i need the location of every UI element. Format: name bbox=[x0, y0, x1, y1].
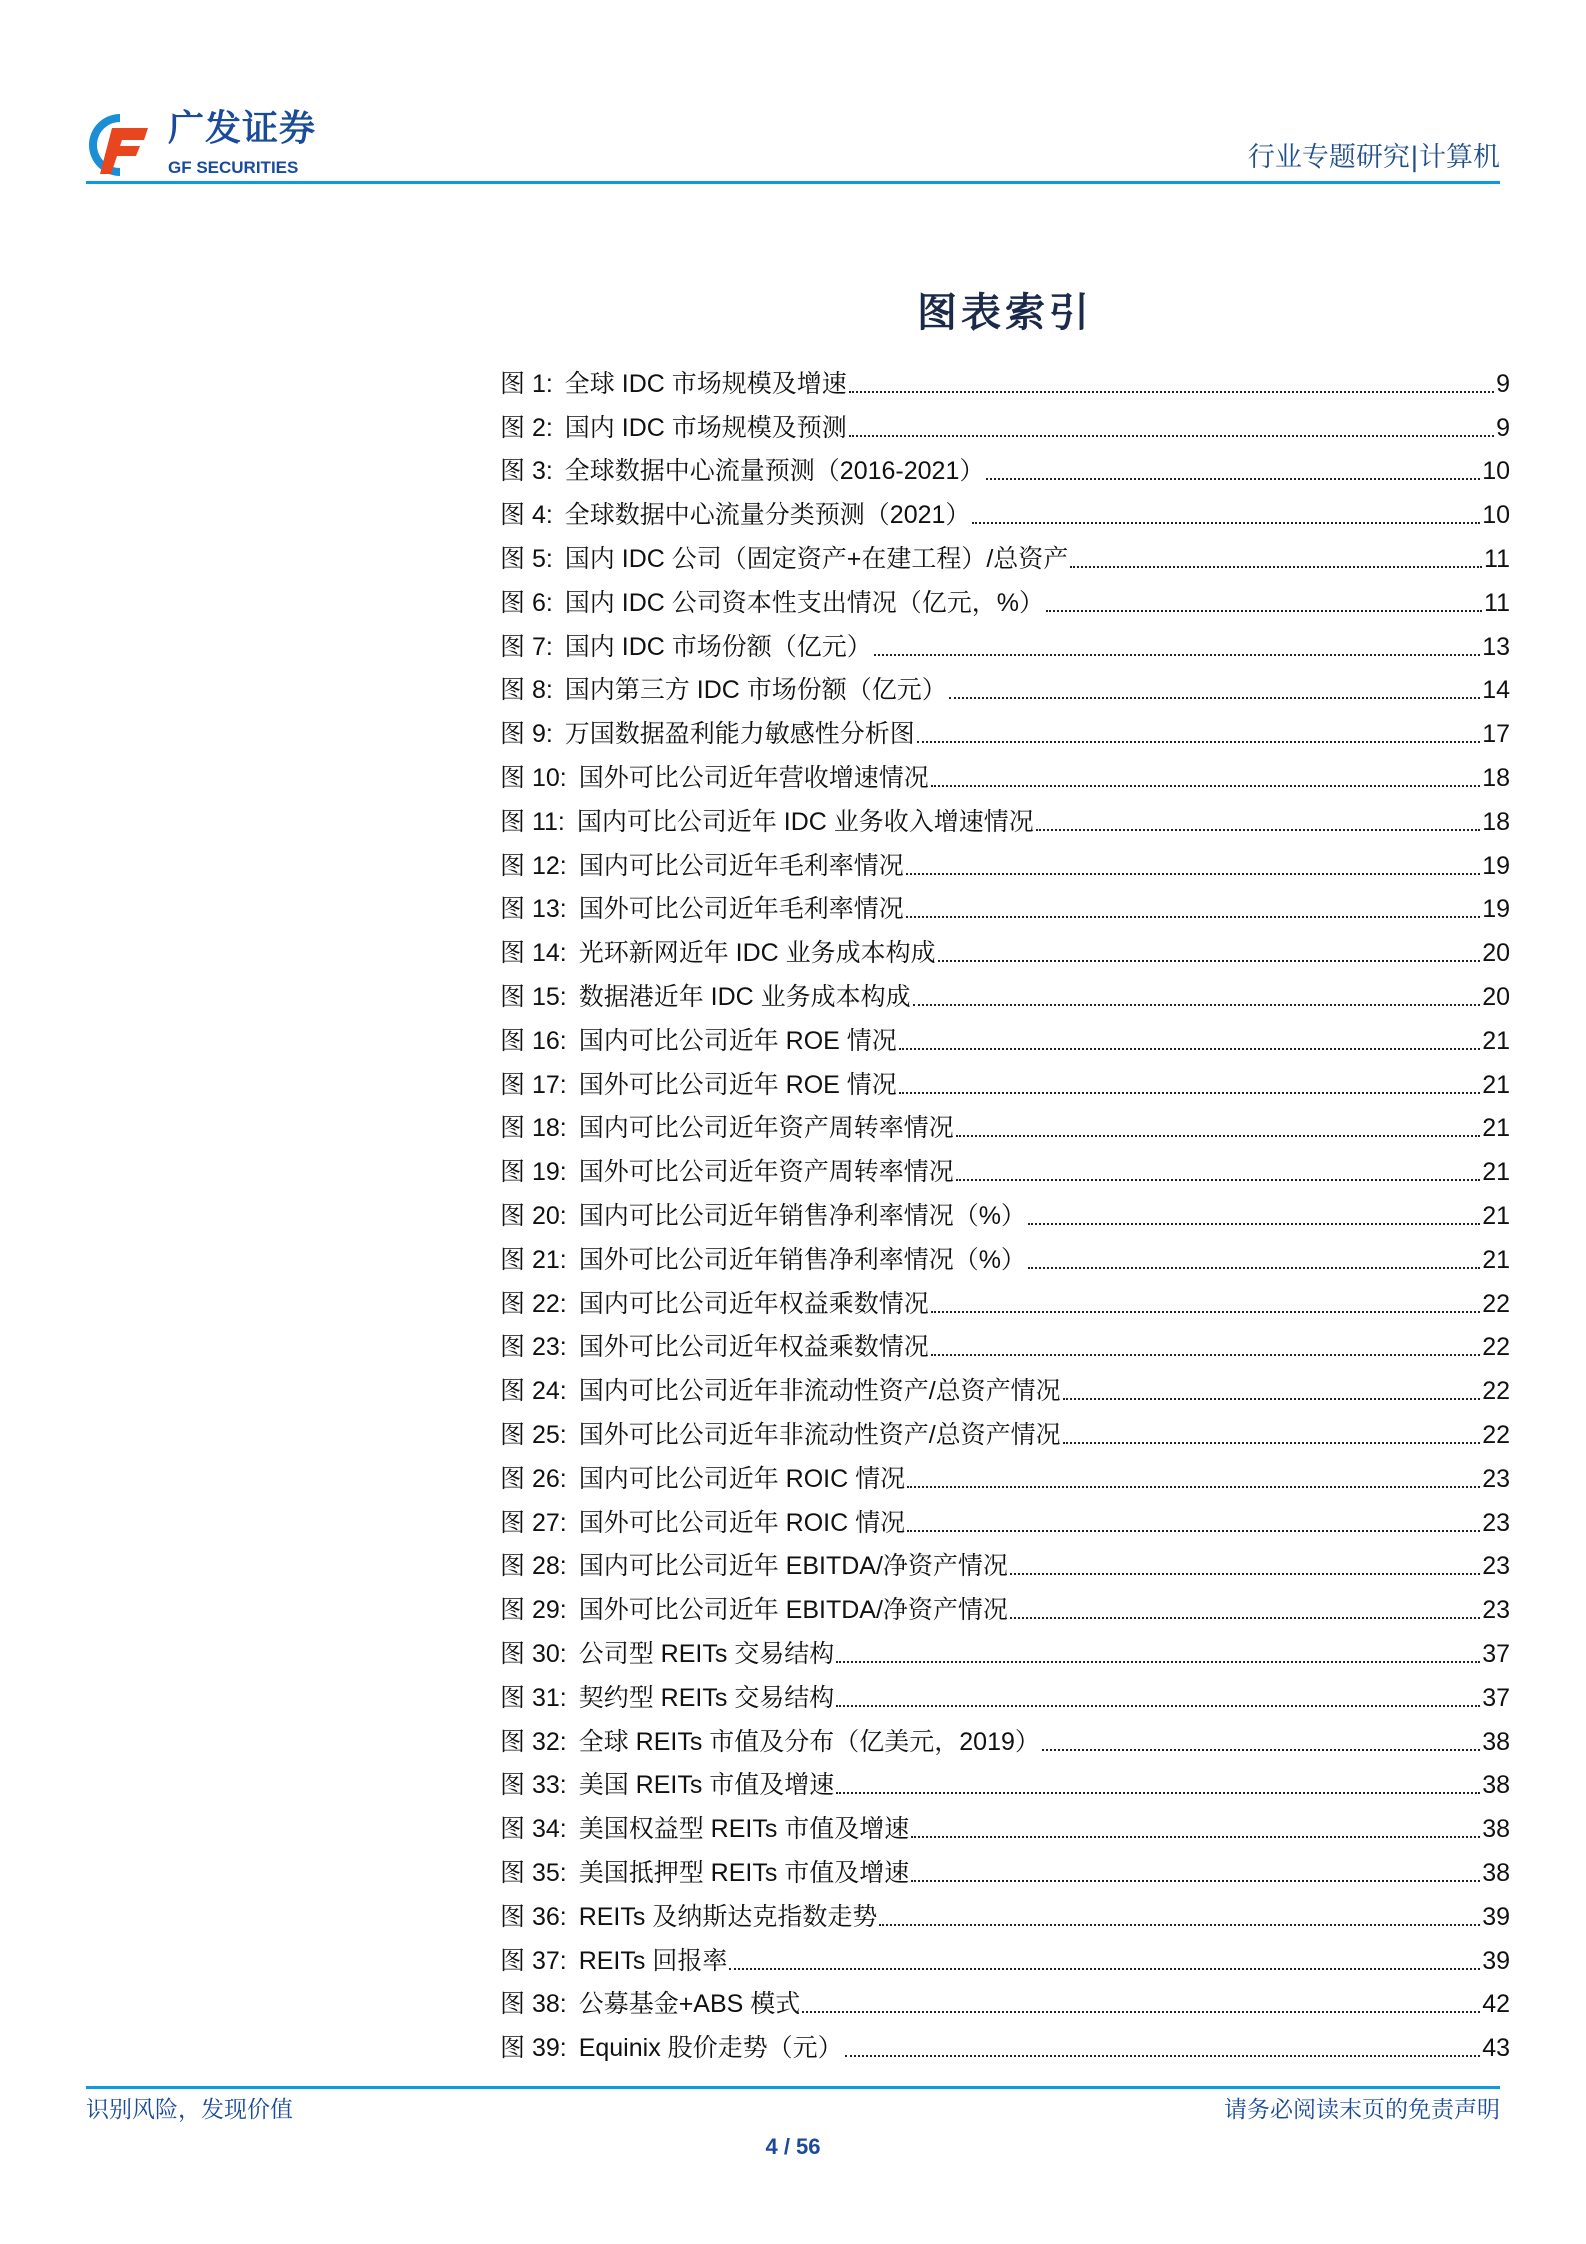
footer-disclaimer-link[interactable]: 请务必阅读末页的免责声明 bbox=[1224, 2097, 1500, 2123]
company-logo bbox=[86, 108, 366, 184]
dot-leader bbox=[911, 1880, 1480, 1882]
toc-entry[interactable] bbox=[500, 406, 1510, 450]
figure-number: 图 9: bbox=[500, 720, 553, 749]
figure-title: 国内 IDC 市场规模及预测 bbox=[564, 413, 847, 442]
figure-number: 图 39: bbox=[500, 2034, 567, 2063]
figure-title: 国内 IDC 公司（固定资产+在建工程）/总资产 bbox=[564, 545, 1069, 574]
page-ref: 9 bbox=[1496, 369, 1510, 398]
page-ref: 38 bbox=[1482, 1727, 1510, 1756]
dot-leader bbox=[729, 1968, 1480, 1970]
toc-entry[interactable] bbox=[500, 625, 1510, 669]
dot-leader bbox=[907, 1486, 1480, 1488]
page-ref: 42 bbox=[1482, 1990, 1510, 2019]
toc-entry[interactable] bbox=[500, 1720, 1510, 1764]
dot-leader bbox=[938, 960, 1481, 962]
page-title: 图表索引 bbox=[917, 289, 1093, 336]
figure-number: 图 36: bbox=[500, 1902, 567, 1931]
figure-title: 国外可比公司近年权益乘数情况 bbox=[578, 1333, 929, 1362]
figure-title: 国外可比公司近年非流动性资产/总资产情况 bbox=[578, 1421, 1061, 1450]
dot-leader bbox=[956, 1135, 1480, 1137]
header-divider bbox=[86, 181, 1500, 184]
gf-logo-icon bbox=[86, 110, 154, 180]
dot-leader bbox=[986, 478, 1480, 480]
toc-entry[interactable] bbox=[500, 931, 1510, 975]
figure-title: 全球 IDC 市场规模及增速 bbox=[564, 369, 847, 398]
figure-number: 图 5: bbox=[500, 545, 553, 574]
page-ref: 22 bbox=[1482, 1333, 1510, 1362]
toc-entry[interactable] bbox=[500, 800, 1510, 844]
figure-title: 数据港近年 IDC 业务成本构成 bbox=[578, 983, 911, 1012]
page-ref: 10 bbox=[1482, 457, 1510, 486]
toc-entry[interactable] bbox=[500, 581, 1510, 625]
figure-number: 图 6: bbox=[500, 588, 553, 617]
page-ref: 37 bbox=[1482, 1640, 1510, 1668]
toc-entry[interactable] bbox=[500, 1063, 1510, 1107]
toc-entry[interactable] bbox=[500, 1019, 1510, 1063]
figure-number: 图 13: bbox=[500, 895, 567, 924]
figure-number: 图 19: bbox=[500, 1158, 567, 1187]
figure-number: 图 31: bbox=[500, 1683, 567, 1712]
figure-number: 图 21: bbox=[500, 1245, 567, 1274]
figure-number: 图 11: bbox=[500, 807, 565, 836]
toc-entry[interactable] bbox=[500, 1632, 1510, 1676]
figure-title: 国内可比公司近年非流动性资产/总资产情况 bbox=[578, 1377, 1061, 1406]
figure-title: 公司型 REITs 交易结构 bbox=[578, 1640, 835, 1668]
page-ref: 21 bbox=[1482, 1245, 1510, 1274]
figure-number: 图 14: bbox=[500, 939, 567, 968]
figure-number: 图 2: bbox=[500, 413, 553, 442]
page-ref: 10 bbox=[1482, 501, 1510, 530]
figure-title: 美国权益型 REITs 市值及增速 bbox=[578, 1815, 910, 1844]
figure-title: 国内可比公司近年权益乘数情况 bbox=[578, 1289, 929, 1318]
toc-entry[interactable] bbox=[500, 1588, 1510, 1632]
dot-leader bbox=[1063, 1398, 1481, 1400]
figure-number: 图 38: bbox=[500, 1990, 567, 2019]
dot-leader bbox=[1046, 610, 1482, 612]
dot-leader bbox=[956, 1179, 1480, 1181]
page-ref: 9 bbox=[1496, 413, 1510, 442]
page-ref: 11 bbox=[1484, 545, 1510, 574]
toc-entry[interactable] bbox=[500, 493, 1510, 537]
figure-number: 图 35: bbox=[500, 1858, 567, 1887]
dot-leader bbox=[849, 391, 1494, 393]
page-ref: 22 bbox=[1482, 1377, 1510, 1406]
toc-entry[interactable] bbox=[500, 1501, 1510, 1545]
page-ref: 21 bbox=[1482, 1202, 1510, 1231]
figure-number: 图 12: bbox=[500, 851, 567, 880]
page-ref: 37 bbox=[1482, 1683, 1510, 1712]
figure-title: 国外可比公司近年 ROIC 情况 bbox=[578, 1508, 906, 1537]
toc-entry[interactable] bbox=[500, 1982, 1510, 2026]
figure-number: 图 17: bbox=[500, 1070, 567, 1099]
toc-entry[interactable] bbox=[500, 362, 1510, 406]
figure-number: 图 8: bbox=[500, 676, 553, 705]
toc-entry[interactable] bbox=[500, 1282, 1510, 1326]
dot-leader bbox=[836, 1661, 1480, 1663]
dot-leader bbox=[917, 741, 1480, 743]
dot-leader bbox=[1028, 1267, 1480, 1269]
page-ref: 21 bbox=[1482, 1026, 1510, 1055]
page-ref: 21 bbox=[1482, 1070, 1510, 1099]
figure-title: REITs 及纳斯达克指数走势 bbox=[578, 1902, 878, 1931]
toc-entry[interactable] bbox=[500, 1107, 1510, 1151]
figure-number: 图 32: bbox=[500, 1727, 567, 1756]
figure-number: 图 4: bbox=[500, 501, 553, 530]
page-ref: 38 bbox=[1482, 1858, 1510, 1887]
report-category: 行业专题研究|计算机 bbox=[1247, 142, 1500, 173]
page-ref: 20 bbox=[1482, 983, 1510, 1012]
footer-slogan: 识别风险，发现价值 bbox=[86, 2097, 293, 2123]
figure-title: 美国 REITs 市值及增速 bbox=[578, 1771, 835, 1800]
toc-entry[interactable] bbox=[500, 1369, 1510, 1413]
figure-title: 国外可比公司近年毛利率情况 bbox=[578, 895, 904, 924]
toc-entry[interactable] bbox=[500, 537, 1510, 581]
page-ref: 21 bbox=[1482, 1158, 1510, 1187]
toc-entry[interactable] bbox=[500, 1764, 1510, 1808]
figure-title: 国外可比公司近年销售净利率情况（%） bbox=[578, 1245, 1026, 1274]
figure-title: Equinix 股价走势（元） bbox=[578, 2034, 843, 2063]
dot-leader bbox=[1010, 1617, 1480, 1619]
dot-leader bbox=[931, 785, 1480, 787]
toc-entry[interactable] bbox=[500, 975, 1510, 1019]
page-number: 4 / 56 bbox=[765, 2134, 821, 2159]
figure-title: 国外可比公司近年 EBITDA/净资产情况 bbox=[578, 1596, 1008, 1625]
dot-leader bbox=[836, 1705, 1480, 1707]
page-ref: 23 bbox=[1482, 1508, 1510, 1537]
figure-title: 国内第三方 IDC 市场份额（亿元） bbox=[564, 676, 947, 705]
figure-title: REITs 回报率 bbox=[578, 1946, 728, 1975]
dot-leader bbox=[899, 1092, 1480, 1094]
toc-entry[interactable] bbox=[500, 1545, 1510, 1589]
figure-number: 图 20: bbox=[500, 1202, 567, 1231]
toc-entry[interactable] bbox=[500, 1457, 1510, 1501]
toc-entry[interactable] bbox=[500, 1238, 1510, 1282]
figure-number: 图 33: bbox=[500, 1771, 567, 1800]
figure-title: 全球 REITs 市值及分布（亿美元，2019） bbox=[578, 1727, 1040, 1756]
dot-leader bbox=[845, 2055, 1481, 2057]
figure-title: 国内可比公司近年 ROE 情况 bbox=[578, 1026, 897, 1055]
figure-number: 图 34: bbox=[500, 1815, 567, 1844]
figure-number: 图 30: bbox=[500, 1640, 567, 1668]
dot-leader bbox=[879, 1924, 1480, 1926]
dot-leader bbox=[1028, 1223, 1480, 1225]
dot-leader bbox=[972, 522, 1480, 524]
dot-leader bbox=[874, 654, 1480, 656]
figure-number: 图 15: bbox=[500, 983, 567, 1012]
toc-entry[interactable] bbox=[500, 1676, 1510, 1720]
figure-number: 图 37: bbox=[500, 1946, 567, 1975]
figure-title: 全球数据中心流量分类预测（2021） bbox=[564, 501, 971, 530]
page-ref: 17 bbox=[1482, 720, 1510, 749]
toc-entry[interactable] bbox=[500, 756, 1510, 800]
footer-divider bbox=[86, 2086, 1500, 2089]
figure-number: 图 16: bbox=[500, 1026, 567, 1055]
page-ref: 19 bbox=[1482, 851, 1510, 880]
dot-leader bbox=[931, 1354, 1480, 1356]
toc-entry[interactable] bbox=[500, 1194, 1510, 1238]
figure-title: 国外可比公司近年 ROE 情况 bbox=[578, 1070, 897, 1099]
page-ref: 23 bbox=[1482, 1464, 1510, 1493]
figure-number: 图 25: bbox=[500, 1421, 567, 1450]
figure-number: 图 7: bbox=[500, 632, 553, 661]
page-ref: 18 bbox=[1482, 807, 1510, 836]
figure-title: 万国数据盈利能力敏感性分析图 bbox=[564, 720, 915, 749]
figure-title: 美国抵押型 REITs 市值及增速 bbox=[578, 1858, 910, 1887]
dot-leader bbox=[802, 2011, 1480, 2013]
figure-title: 国外可比公司近年营收增速情况 bbox=[578, 764, 929, 793]
dot-leader bbox=[911, 1836, 1480, 1838]
dot-leader bbox=[1070, 566, 1482, 568]
figure-number: 图 23: bbox=[500, 1333, 567, 1362]
figure-number: 图 24: bbox=[500, 1377, 567, 1406]
page-ref: 43 bbox=[1482, 2034, 1510, 2063]
figure-number: 图 28: bbox=[500, 1552, 567, 1581]
page-ref: 23 bbox=[1482, 1596, 1510, 1625]
figure-index-list bbox=[500, 362, 1510, 2070]
dot-leader bbox=[1042, 1749, 1480, 1751]
dot-leader bbox=[849, 435, 1494, 437]
figure-number: 图 18: bbox=[500, 1114, 567, 1143]
page-ref: 11 bbox=[1484, 588, 1510, 617]
dot-leader bbox=[899, 1048, 1480, 1050]
dot-leader bbox=[931, 1311, 1480, 1313]
page-ref: 18 bbox=[1482, 764, 1510, 793]
toc-entry[interactable] bbox=[500, 1895, 1510, 1939]
page-ref: 13 bbox=[1482, 632, 1510, 661]
page-ref: 39 bbox=[1482, 1902, 1510, 1931]
toc-entry[interactable] bbox=[500, 1851, 1510, 1895]
page-ref: 20 bbox=[1482, 939, 1510, 968]
dot-leader bbox=[949, 697, 1480, 699]
page-ref: 39 bbox=[1482, 1946, 1510, 1975]
toc-entry[interactable] bbox=[500, 844, 1510, 888]
figure-number: 图 1: bbox=[500, 369, 553, 398]
dot-leader bbox=[1010, 1573, 1480, 1575]
toc-entry[interactable] bbox=[500, 2026, 1510, 2070]
figure-number: 图 29: bbox=[500, 1596, 567, 1625]
dot-leader bbox=[913, 1004, 1481, 1006]
page-ref: 19 bbox=[1482, 895, 1510, 924]
figure-title: 国外可比公司近年资产周转率情况 bbox=[578, 1158, 954, 1187]
figure-title: 公募基金+ABS 模式 bbox=[578, 1990, 801, 2019]
toc-entry[interactable] bbox=[500, 712, 1510, 756]
logo-text-cn: 广发证券 bbox=[168, 108, 317, 149]
figure-title: 国内可比公司近年资产周转率情况 bbox=[578, 1114, 954, 1143]
logo-text-en: GF SECURITIES bbox=[168, 158, 299, 177]
dot-leader bbox=[1063, 1442, 1481, 1444]
page-ref: 38 bbox=[1482, 1771, 1510, 1800]
toc-entry[interactable] bbox=[500, 1150, 1510, 1194]
dot-leader bbox=[836, 1792, 1480, 1794]
figure-number: 图 26: bbox=[500, 1464, 567, 1493]
toc-entry[interactable] bbox=[500, 1939, 1510, 1983]
toc-entry[interactable] bbox=[500, 1413, 1510, 1457]
dot-leader bbox=[1036, 829, 1480, 831]
dot-leader bbox=[907, 1530, 1480, 1532]
page-ref: 21 bbox=[1482, 1114, 1510, 1143]
figure-title: 全球数据中心流量预测（2016-2021） bbox=[564, 457, 985, 486]
figure-title: 光环新网近年 IDC 业务成本构成 bbox=[578, 939, 936, 968]
figure-number: 图 10: bbox=[500, 764, 567, 793]
toc-entry[interactable] bbox=[500, 1807, 1510, 1851]
page-ref: 38 bbox=[1482, 1815, 1510, 1844]
figure-title: 国内 IDC 公司资本性支出情况（亿元，%） bbox=[564, 588, 1044, 617]
page-ref: 22 bbox=[1482, 1289, 1510, 1318]
toc-entry[interactable] bbox=[500, 888, 1510, 932]
page-ref: 14 bbox=[1482, 676, 1510, 705]
figure-title: 国内可比公司近年销售净利率情况（%） bbox=[578, 1202, 1026, 1231]
figure-title: 国内可比公司近年 IDC 业务收入增速情况 bbox=[576, 807, 1034, 836]
toc-entry[interactable] bbox=[500, 1326, 1510, 1370]
figure-number: 图 3: bbox=[500, 457, 553, 486]
dot-leader bbox=[906, 916, 1480, 918]
toc-entry[interactable] bbox=[500, 669, 1510, 713]
page-ref: 22 bbox=[1482, 1421, 1510, 1450]
figure-title: 国内可比公司近年 EBITDA/净资产情况 bbox=[578, 1552, 1008, 1581]
figure-title: 国内可比公司近年 ROIC 情况 bbox=[578, 1464, 906, 1493]
dot-leader bbox=[906, 873, 1480, 875]
figure-title: 国内可比公司近年毛利率情况 bbox=[578, 851, 904, 880]
figure-title: 国内 IDC 市场份额（亿元） bbox=[564, 632, 872, 661]
page-ref: 23 bbox=[1482, 1552, 1510, 1581]
toc-entry[interactable] bbox=[500, 450, 1510, 494]
figure-number: 图 22: bbox=[500, 1289, 567, 1318]
figure-number: 图 27: bbox=[500, 1508, 567, 1537]
figure-title: 契约型 REITs 交易结构 bbox=[578, 1683, 835, 1712]
